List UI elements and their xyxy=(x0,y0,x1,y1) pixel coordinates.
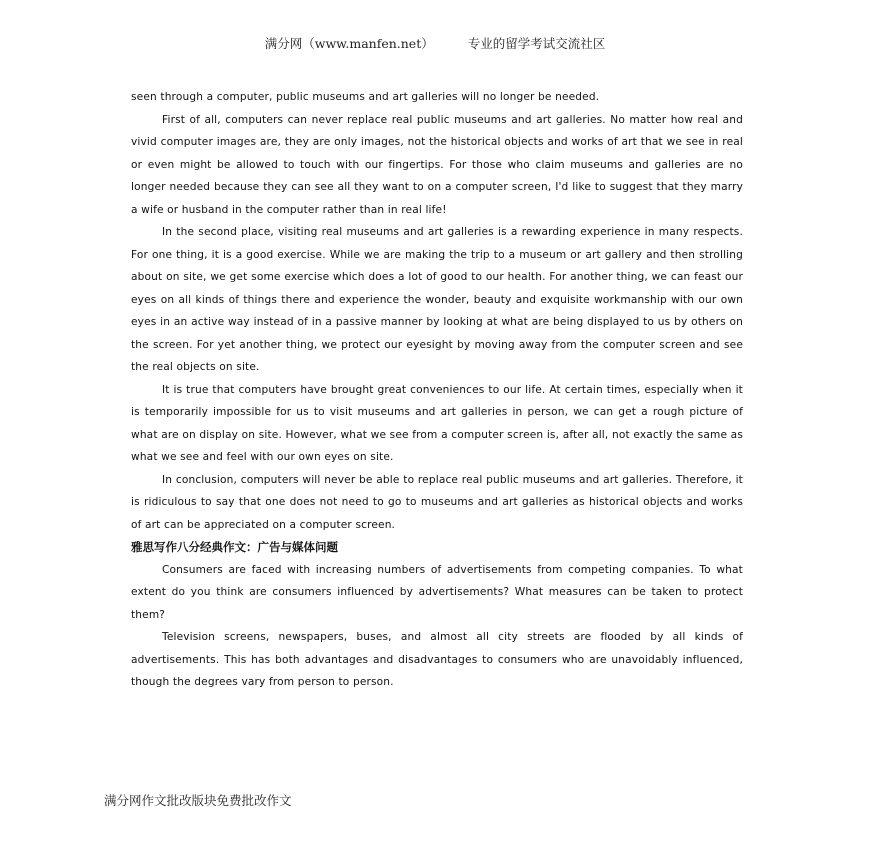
paragraph-intro: Television screens, newspapers, buses, and almost all city streets are flooded by all kinds of advertisements. This has both advantages and disadvantages to consumers who are unavoidably influenced, though the degrees vary from person to person. xyxy=(131,631,743,688)
paragraph-concession: It is true that computers have brought great conveniences to our life. At certain times, especially when it is temporarily impossible for us to visit museums and art galleries in person, we can get a rough picture of what are on display on site. However, what we see from a computer screen is, after all, not exactly the same as what we see and feel with our own eyes on site. xyxy=(131,383,743,463)
header-tagline: 专业的留学考试交流社区 xyxy=(467,36,606,51)
paragraph-conclusion: In conclusion, computers will never be able to replace real public museums and art galleries. Therefore, it is ridiculous to say that one does not need to go to museums and art galleries as historical objects and works of art can be appreciated on a computer screen. xyxy=(131,473,743,531)
page-header xyxy=(0,34,870,52)
paragraph-first-point: First of all, computers can never replace real public museums and art galleries. No matter how real and vivid computer images are, they are only images, not the historical objects and works of art that we see in real or even might be allowed to touch with our fingertips. For those who claim museums and galleries are no longer needed because they can see all they want to on a computer screen, I'd like to suggest that they marry a wife or husband in the computer rather than in real life! xyxy=(131,113,743,216)
header-site: 满分网（www.manfen.net） xyxy=(264,36,434,51)
section-heading: 雅思写作八分经典作文：广告与媒体问题 xyxy=(131,540,338,554)
paragraph-second-point: In the second place, visiting real museums and art galleries is a rewarding experience in many respects. For one thing, it is a good exercise. While we are making the trip to a museum or art gallery and then strolling about on site, we get some exercise which does a lot of good to our health. For another thing, we can feast our eyes on all kinds of things there and experience the wonder, beauty and exquisite workmanship with our own eyes in an active way instead of in a passive manner by looking at what are being displayed to us by others on the screen. For yet another thing, we protect our eyesight by moving away from the computer screen and see the real objects on site. xyxy=(131,226,743,373)
page-footer: 满分网作文批改版块免费批改作文 xyxy=(104,793,292,808)
document-body xyxy=(131,86,743,694)
paragraph-continuation: seen through a computer, public museums and art galleries will no longer be needed. xyxy=(131,91,600,103)
paragraph-prompt: Consumers are faced with increasing numbers of advertisements from competing companies. To what extent do you think are consumers influenced by advertisements? What measures can be taken to protect them? xyxy=(131,563,743,621)
